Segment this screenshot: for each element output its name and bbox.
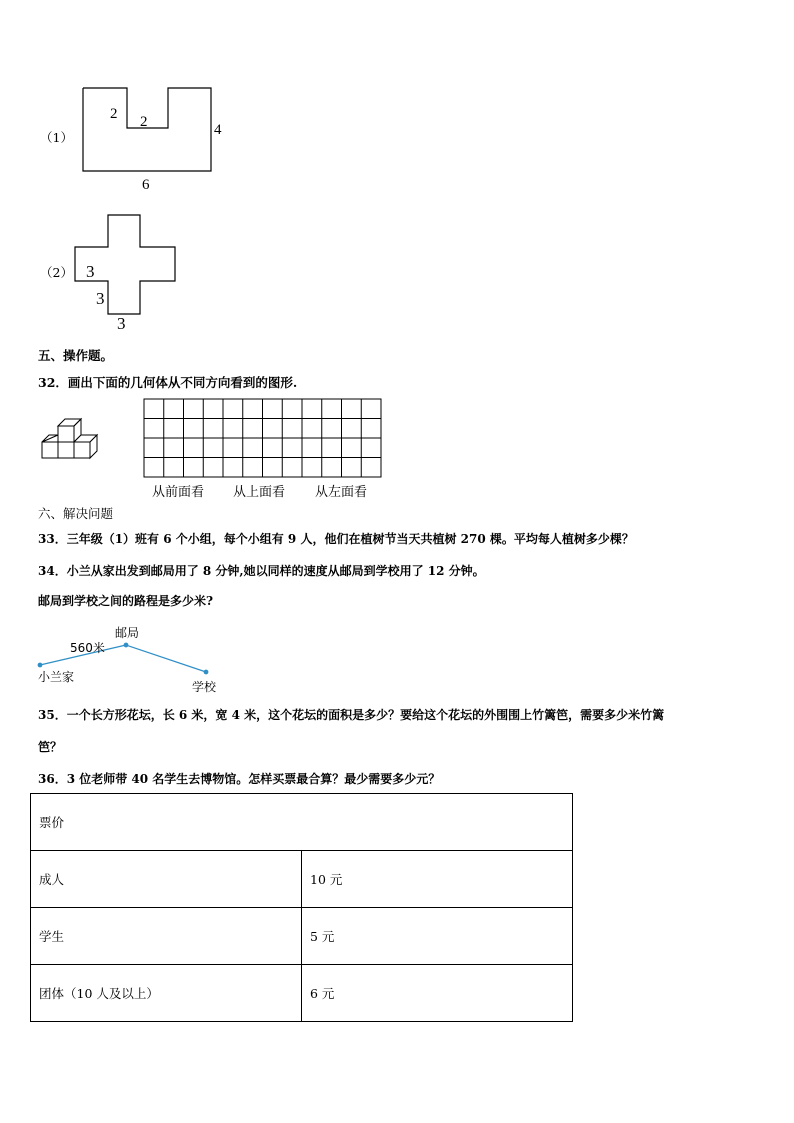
fig2-label: （2） [40,265,73,280]
ticket-price: 6 元 [302,965,573,1022]
q36-text: 36．3 位老师带 40 名学生去博物馆。怎样买票最合算？最少需要多少元？ [38,772,441,786]
table-row [31,851,573,908]
fig1-label: （1） [40,130,73,145]
table-header: 票价 [31,794,573,851]
fig2-dim-a: 3 [86,262,95,281]
fig1-dim-right: 4 [214,122,222,138]
ticket-price: 10 元 [302,851,573,908]
view-front-label: 从前面看 [152,485,205,500]
table-row [31,965,573,1022]
ticket-price: 5 元 [302,908,573,965]
table-header-row [31,794,573,851]
fig2-dim-b: 3 [96,289,105,308]
ticket-type: 成人 [31,851,302,908]
distance-label: 560米 [70,641,105,655]
fig1-dim-left: 2 [110,106,118,122]
q33-text: 33．三年级（1）班有 6 个小组，每个小组有 9 人，他们在植树节当天共植树 270 棵。平均每人植树多少棵？ [38,532,634,546]
u-shape-figure [70,80,240,195]
q34-text: 34．小兰从家出发到邮局用了 8 分钟,她以同样的速度从邮局到学校用了 12 分钟。 [38,564,485,578]
view-left-label: 从左面看 [315,485,368,500]
q35-text: 35．一个长方形花坛，长 6 米，宽 4 米，这个花坛的面积是多少？要给这个花坛的外围围上竹篱笆，需要多少米竹篱 [38,708,665,722]
section5-title: 五、操作题。 [38,348,114,363]
home-label: 小兰家 [38,670,75,684]
drawing-grid [143,398,383,480]
section6-title: 六、解决问题 [38,506,114,521]
post-office-label: 邮局 [115,626,140,640]
price-table [30,793,573,1022]
fig1-dim-bottom: 6 [142,177,150,193]
fig2-dim-c: 3 [117,314,126,333]
q34-text2: 邮局到学校之间的路程是多少米? [38,594,214,608]
q35-text2: 笆？ [38,740,63,754]
table-row [31,908,573,965]
ticket-type: 团体（10 人及以上） [31,965,302,1022]
fig1-dim-notch: 2 [140,114,148,130]
cube-stack-icon [36,415,111,470]
q32-text: 32．画出下面的几何体从不同方向看到的图形. [38,375,298,390]
cross-shape-figure [70,210,190,335]
school-label: 学校 [192,680,217,694]
ticket-type: 学生 [31,908,302,965]
view-top-label: 从上面看 [233,485,286,500]
